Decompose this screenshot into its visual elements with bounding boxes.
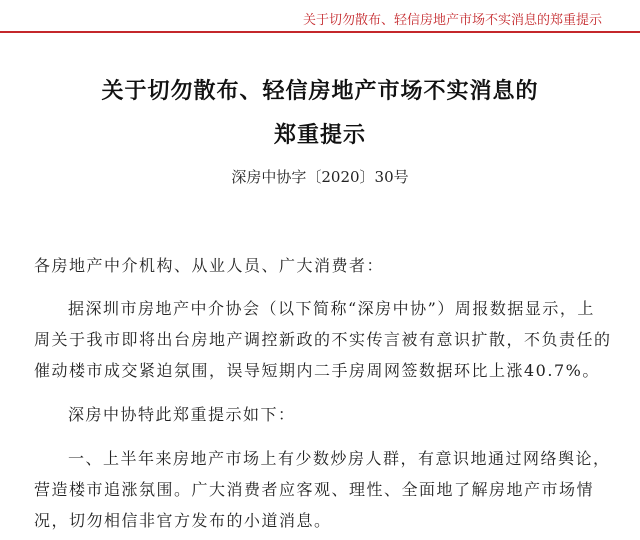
paragraph-3-line-1: 一、上半年来房地产市场上有少数炒房人群，有意识地通过网络舆论，: [68, 449, 611, 468]
paragraph-1-line-1: 据深圳市房地产中介协会（以下简称“深房中协”）周报数据显示，上: [68, 299, 595, 318]
document-title-line-2: 郑重提示: [273, 123, 366, 148]
paragraph-3-line-3: 况，切勿相信非官方发布的小道消息。: [34, 511, 332, 530]
document-title-line-1: 关于切勿散布、轻信房地产市场不实消息的: [101, 79, 539, 104]
header-title: 关于切勿散布、轻信房地产市场不实消息的郑重提示: [302, 13, 602, 28]
paragraph-2: 深房中协特此郑重提示如下：: [68, 405, 296, 424]
paragraph-3-line-2: 营造楼市追涨氛围。广大消费者应客观、理性、全面地了解房地产市场情: [34, 480, 595, 499]
salutation: 各房地产中介机构、从业人员、广大消费者：: [34, 256, 385, 275]
document-number: 深房中协字〔2020〕30号: [231, 168, 409, 186]
header-bar: [0, 0, 640, 33]
paragraph-1-line-3: 催动楼市成交紧迫氛围，误导短期内二手房周网签数据环比上涨40.7%。: [34, 361, 600, 380]
paragraph-1-line-2: 周关于我市即将出台房地产调控新政的不实传言被有意识扩散，不负责任的: [34, 330, 612, 349]
